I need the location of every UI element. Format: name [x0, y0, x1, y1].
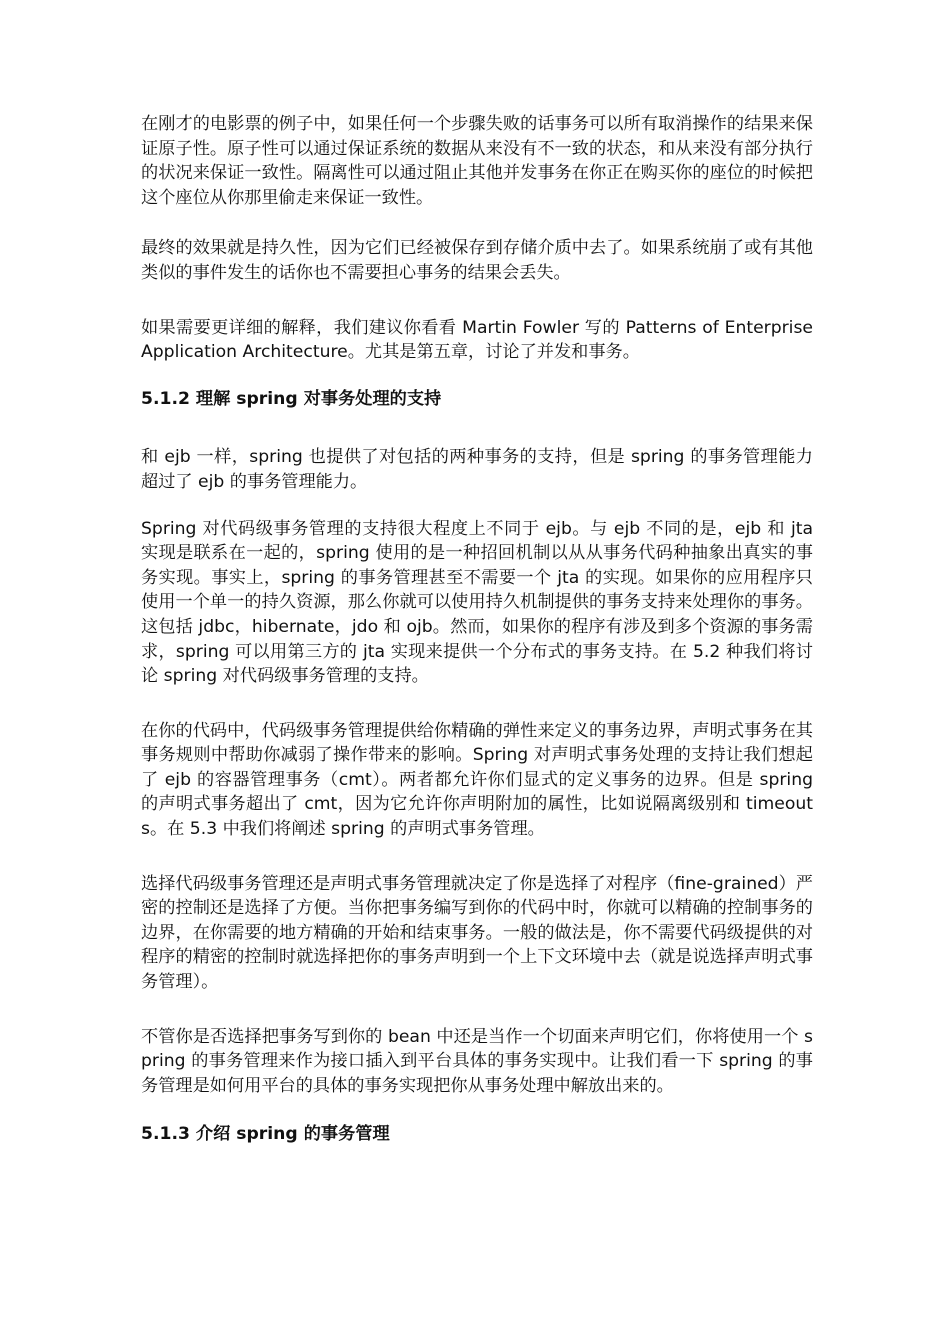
section-heading-5-1-3: 5.1.3 介绍 spring 的事务管理	[141, 1124, 390, 1145]
paragraph-programmatic-transactions: Spring 对代码级事务管理的支持很大程度上不同于 ejb。与 ejb 不同的是，ejb 和 jta 实现是联系在一起的，spring 使用的是一种招回机制以从从事务代码种抽象出真实的事务实现。事实上，spring 的事务管理甚至不需要一个 jta 的实现。如果你的应用程序只使用一个单一的持久资源，那么你就可以使用持久机制提供的事务支持来处理你的事务。这包括 jdbc，hibernate，jdo 和 ojb。然而，如果你的程序有涉及到多个资源的事务需求，spring 可以用第三方的 jta 实现来提供一个分布式的事务支持。在 5.2 种我们将讨论 spring 对代码级事务管理的支持。	[141, 518, 813, 687]
paragraph-further-reading: 如果需要更详细的解释，我们建议你看看 Martin Fowler 写的 Patterns of Enterprise Application Architecture。尤其是第五章，讨论了并发和事务。	[141, 317, 813, 363]
paragraph-spring-vs-ejb: 和 ejb 一样，spring 也提供了对包括的两种事务的支持，但是 spring 的事务管理能力超过了 ejb 的事务管理能力。	[141, 447, 813, 492]
paragraph-transaction-manager: 不管你是否选择把事务写到你的 bean 中还是当作一个切面来声明它们，你将使用一个 spring 的事务管理来作为接口插入到平台具体的事务实现中。让我们看一下 spring 的事务管理是如何用平台的具体的事务实现把你从事务处理中解放出来的。	[141, 1026, 813, 1096]
paragraph-choosing-approach: 选择代码级事务管理还是声明式事务管理就决定了你是选择了对程序（fine-grained）严密的控制还是选择了方便。当你把事务编写到你的代码中时，你就可以精确的控制事务的边界，在你需要的地方精确的开始和结束事务。一般的做法是，你不需要代码级提供的对程序的精密的控制时就选择把你的事务声明到一个上下文环境中去（就是说选择声明式事务管理）。	[141, 873, 813, 993]
paragraph-durability: 最终的效果就是持久性，因为它们已经被保存到存储介质中去了。如果系统崩了或有其他类似的事件发生的话你也不需要担心事务的结果会丢失。	[141, 238, 813, 283]
paragraph-declarative-transactions: 在你的代码中，代码级事务管理提供给你精确的弹性来定义的事务边界，声明式事务在其事务规则中帮助你减弱了操作带来的影响。Spring 对声明式事务处理的支持让我们想起了 ejb 的容器管理事务（cmt）。两者都允许你们显式的定义事务的边界。但是 spring 的声明式事务超出了 cmt，因为它允许你声明附加的属性，比如说隔离级别和 timeouts。在 5.3 中我们将阐述 spring 的声明式事务管理。	[141, 720, 813, 840]
document-page	[141, 112, 813, 1181]
section-heading-5-1-2: 5.1.2 理解 spring 对事务处理的支持	[141, 388, 442, 409]
paragraph-atomicity: 在刚才的电影票的例子中，如果任何一个步骤失败的话事务可以所有取消操作的结果来保证原子性。原子性可以通过保证系统的数据从来没有不一致的状态，和从来没有部分执行的状况来保证一致性。隔离性可以通过阻止其他并发事务在你正在购买你的座位的时候把这个座位从你那里偷走来保证一致性。	[141, 114, 813, 208]
